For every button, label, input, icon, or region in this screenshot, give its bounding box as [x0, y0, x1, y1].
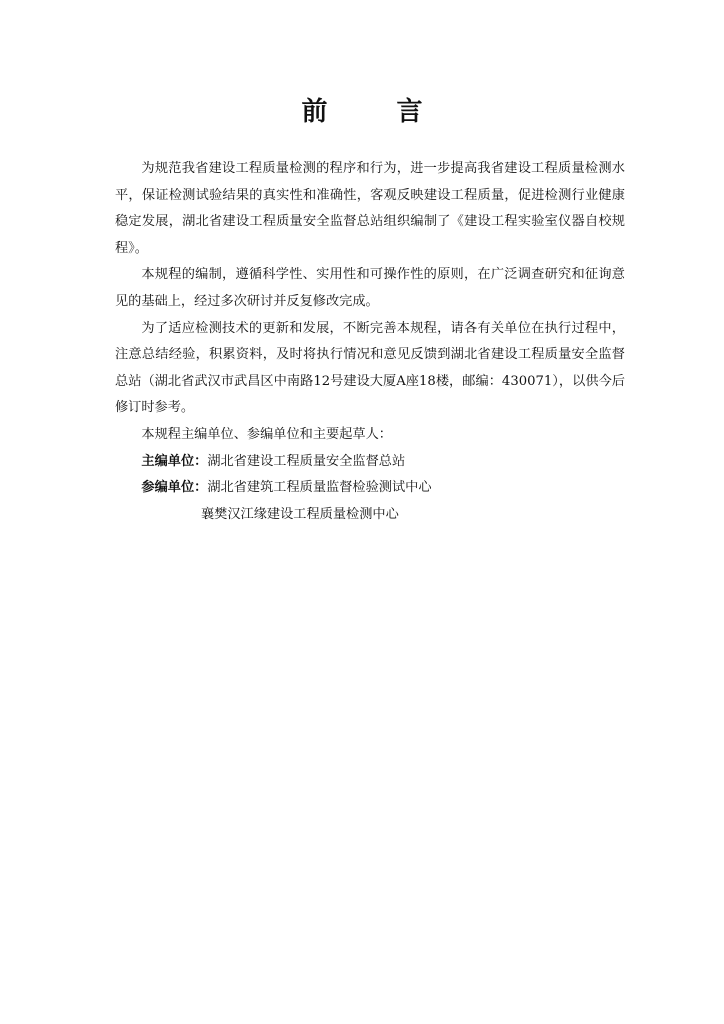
document-body: [115, 156, 625, 528]
participating-editor-value-2: 襄樊汉江缘建设工程质量检测中心: [201, 506, 399, 522]
paragraph-purpose: 为规范我省建设工程质量检测的程序和行为，进一步提高我省建设工程质量检测水平，保证检测试验结果的真实性和准确性，客观反映建设工程质量，促进检测行业健康稳定发展，湖北省建设工程质量安全监督总站组织编制了《建设工程实验室仪器自校规程》。: [115, 161, 625, 256]
paragraph-feedback: 为了适应检测技术的更新和发展，不断完善本规程，请各有关单位在执行过程中，注意总结经验，积累资料，及时将执行情况和意见反馈到湖北省建设工程质量安全监督总站（湖北省武汉市武昌区中南路12号建设大厦A座18楼，邮编：430071），以供今后修订时参考。: [115, 320, 625, 416]
paragraph-principles: 本规程的编制，遵循科学性、实用性和可操作性的原则，在广泛调查研究和征询意见的基础上，经过多次研讨并反复修改完成。: [115, 267, 625, 309]
participating-editor-line: [115, 475, 625, 502]
page-title: 前 言: [301, 97, 453, 127]
paragraph-contributors-intro: 本规程主编单位、参编单位和主要起草人：: [141, 426, 392, 442]
participating-editor-value-1: 湖北省建筑工程质量监督检验测试中心: [207, 480, 432, 496]
chief-editor-value: 湖北省建设工程质量安全监督总站: [207, 453, 406, 469]
chief-editor-label: 主编单位：: [141, 453, 208, 469]
participating-editor-label: 参编单位：: [141, 480, 208, 496]
chief-editor-line: [115, 449, 625, 476]
